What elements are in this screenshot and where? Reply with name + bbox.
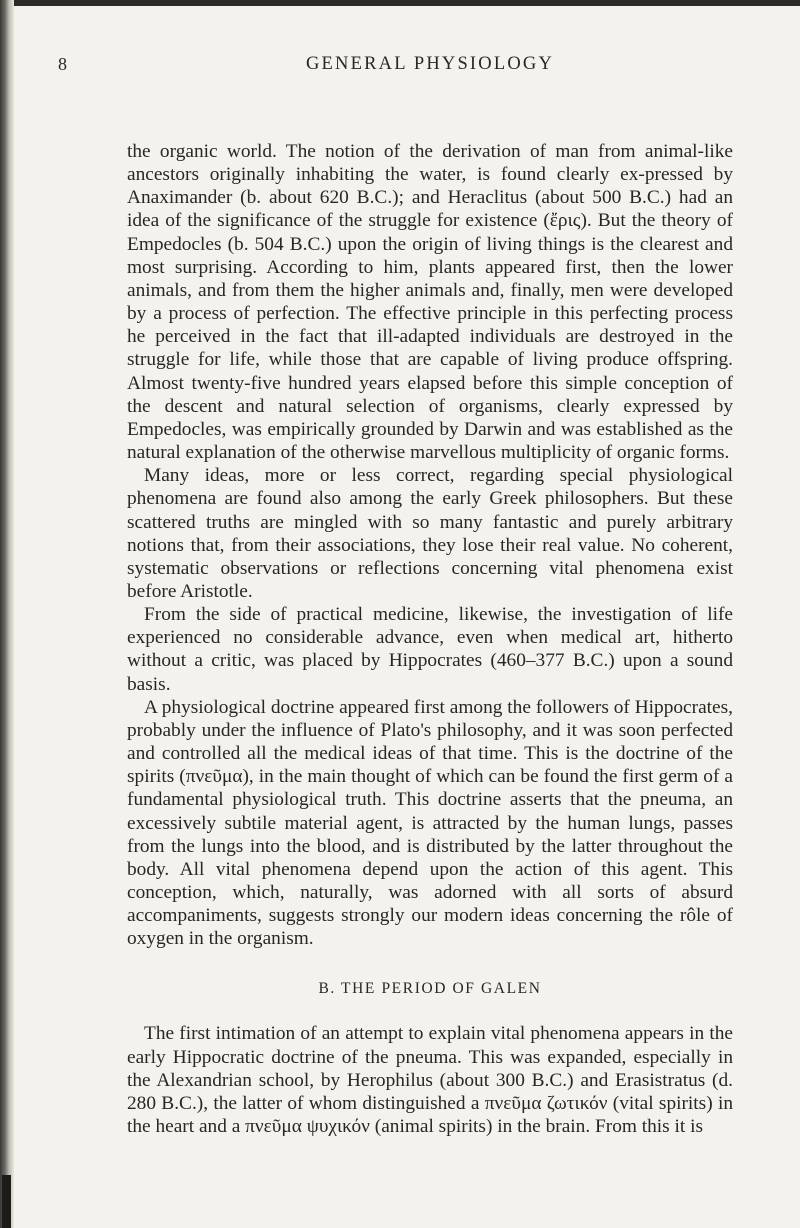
book-binding-edge	[0, 0, 14, 1228]
running-head: GENERAL PHYSIOLOGY	[305, 54, 555, 74]
paragraph-galen-period: The first intimation of an attempt to explain vital phenomena appears in the early Hippocratic doctrine of the pneuma. This was expanded, especially in the Alexandrian school, by Herophilus (about 300 B.C.) and Erasistratus (d. 280 B.C.), the latter of whom distinguished a πνεῦμα ζωτικόν (vital spirits) in the heart and a πνεῦμα ψυχικόν (animal spirits) in the brain. From this it is	[127, 1023, 733, 1138]
scan-top-edge	[0, 0, 800, 6]
paragraph-practical-medicine: From the side of practical medicine, likewise, the investigation of life experienced no considerable advance, even when medical art, hitherto without a critic, was placed by Hippocrates (460–377 B.C.) upon a sound basis.	[127, 604, 733, 695]
body-text	[127, 140, 733, 1138]
book-page	[58, 54, 733, 1138]
paragraph-pneuma-doctrine: A physiological doctrine appeared first among the followers of Hippocrates, probably under the influence of Plato's philosophy, and it was soon perfected and controlled all the medical ideas of that time. This is the doctrine of the spirits (πνεῦμα), in the main thought of which can be found the first germ of a fundamental physiological truth. This doctrine asserts that the pneuma, an excessively subtile material agent, is attracted by the human lungs, passes from the lungs into the blood, and is distributed by the latter throughout the body. All vital phenomena depend upon the action of this agent. This conception, which, naturally, was adorned with all sorts of absurd accompaniments, suggests strongly our modern ideas concerning the rôle of oxygen in the organism.	[127, 696, 733, 950]
paragraph-continued: the organic world. The notion of the derivation of man from animal-like ancestors originally inhabiting the water, is found clearly ex-pressed by Anaximander (b. about 620 B.C.); and Heraclitus (about 500 B.C.) had an idea of the significance of the struggle for existence (ἔρις). But the theory of Empedocles (b. 504 B.C.) upon the origin of living things is the clearest and most surprising. According to him, plants appeared first, then the lower animals, and from them the higher animals and, finally, men were developed by a process of perfection. The effective principle in this perfecting process he perceived in the fact that ill-adapted individuals are destroyed in the struggle for life, while those that are capable of living produce offspring. Almost twenty-five hundred years elapsed before this simple conception of the descent and natural selection of organisms, clearly expressed by Empedocles, was empirically grounded by Darwin and was established as the natural explanation of the otherwise marvellous multiplicity of organic forms.	[127, 141, 733, 464]
binding-shadow-mark	[2, 1175, 11, 1228]
paragraph-greek-philosophers: Many ideas, more or less correct, regarding special physiological phenomena are found also among the early Greek philosophers. But these scattered truths are mingled with so many fantastic and purely arbitrary notions that, from their associations, they lose their real value. No coherent, systematic observations or reflections concerning vital phenomena exist before Aristotle.	[127, 465, 733, 602]
page-header	[58, 54, 733, 98]
page-number: 8	[58, 54, 67, 74]
section-heading: B. THE PERIOD OF GALEN	[318, 980, 542, 998]
